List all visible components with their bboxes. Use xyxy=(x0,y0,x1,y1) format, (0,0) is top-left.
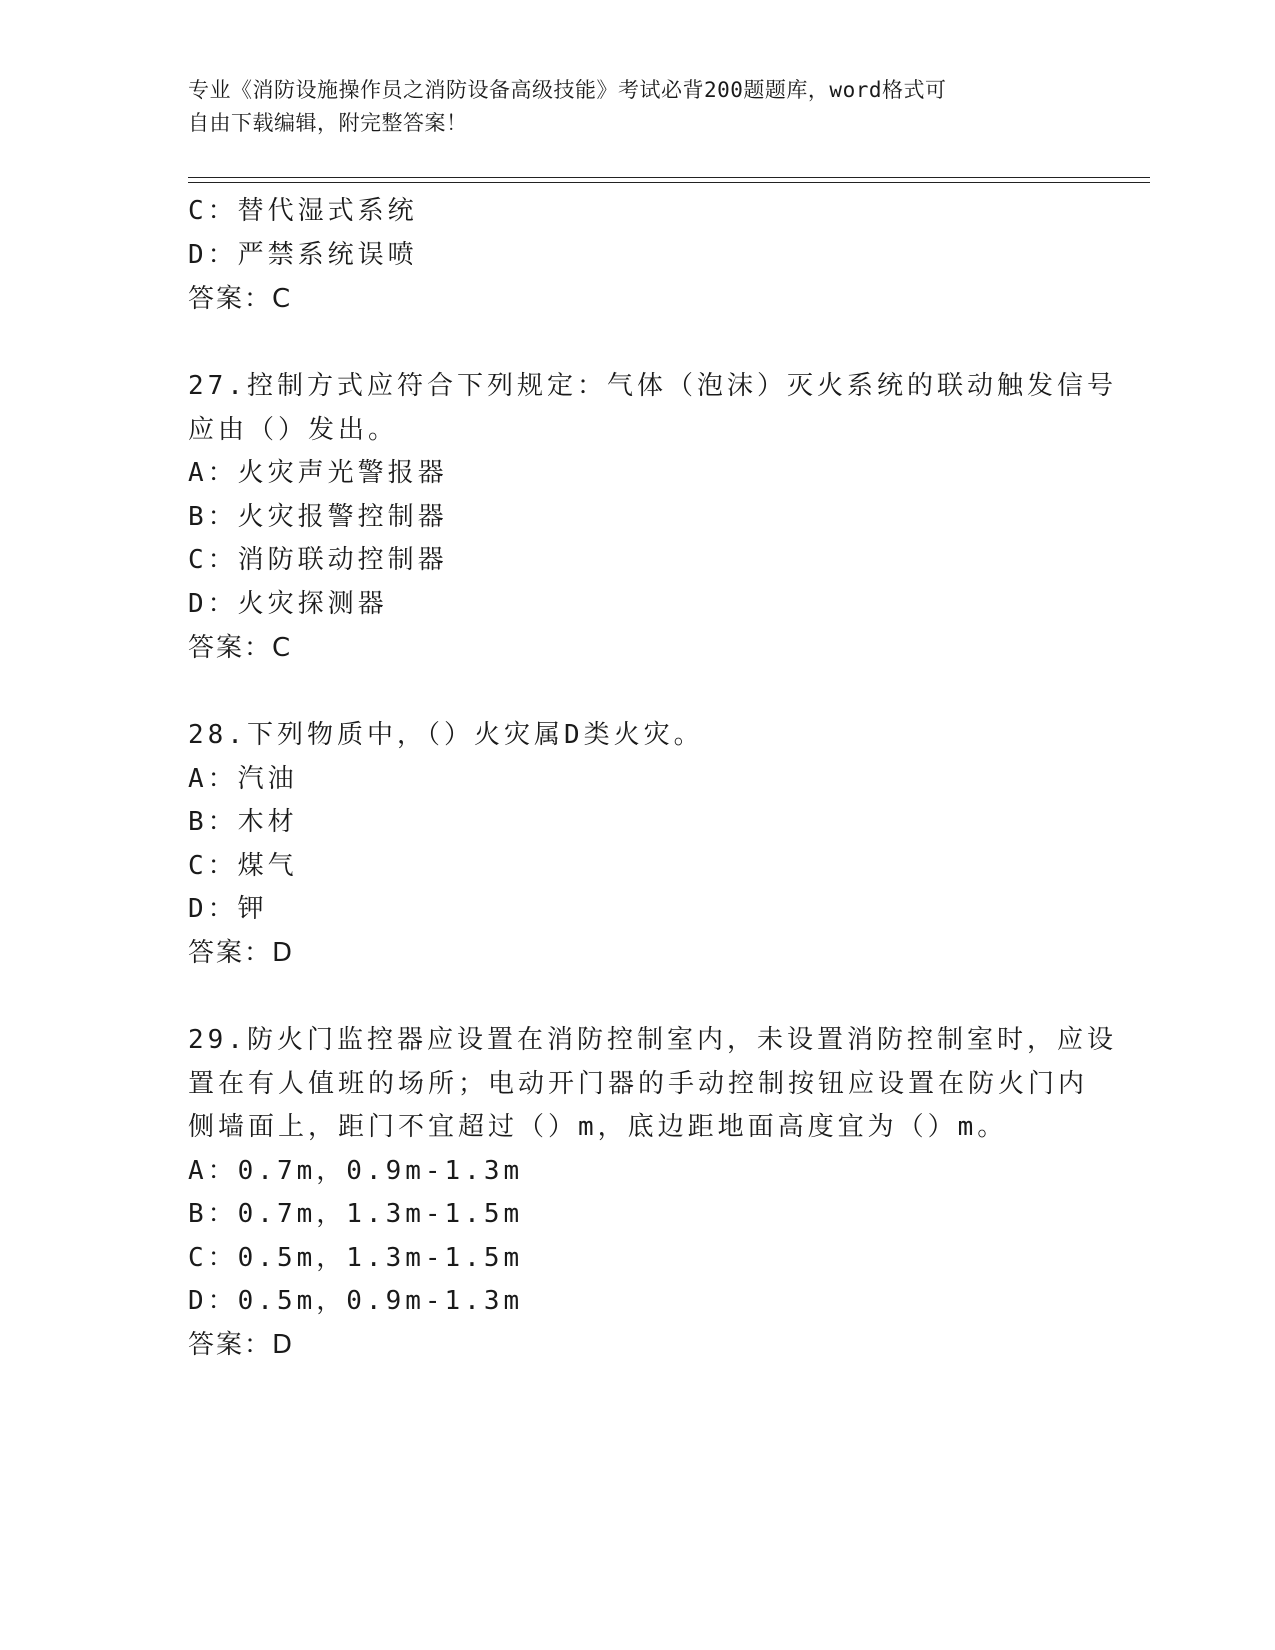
q27-answer xyxy=(188,627,292,664)
q29-option-c: C：0.5m，1.3m-1.5m xyxy=(188,1243,524,1273)
q29-stem-line-1: 29.防火门监控器应设置在消防控制室内，未设置消防控制室时，应设 xyxy=(188,1025,1117,1055)
answer-label: 答案： xyxy=(188,633,273,663)
prev-option-c: C：替代湿式系统 xyxy=(188,196,418,226)
header-line-2: 自由下载编辑，附完整答案！ xyxy=(188,111,468,135)
answer-label: 答案： xyxy=(188,938,273,968)
q28-option-d: D：钾 xyxy=(188,894,268,924)
answer-value: D xyxy=(272,938,295,968)
answer-value: C xyxy=(272,633,293,663)
q28-option-c: C：煤气 xyxy=(188,851,298,881)
header-line-1: 专业《消防设施操作员之消防设备高级技能》考试必背200题题库，word格式可 xyxy=(188,78,947,102)
q27-stem-line-1: 27.控制方式应符合下列规定：气体（泡沫）灭火系统的联动触发信号 xyxy=(188,371,1117,401)
q29-answer xyxy=(188,1324,294,1361)
prev-answer xyxy=(188,278,292,315)
q28-stem-line-1: 28.下列物质中，（）火灾属D类火灾。 xyxy=(188,720,704,750)
q28-option-a: A：汽油 xyxy=(188,764,298,794)
q27-stem-line-2: 应由（）发出。 xyxy=(188,415,399,445)
q28-option-b: B：木材 xyxy=(188,807,298,837)
q29-option-b: B：0.7m，1.3m-1.5m xyxy=(188,1199,524,1229)
q28-answer xyxy=(188,932,294,969)
q29-option-d: D：0.5m，0.9m-1.3m xyxy=(188,1286,524,1316)
q27-option-d: D：火灾探测器 xyxy=(188,589,388,619)
q27-option-b: B：火灾报警控制器 xyxy=(188,502,448,532)
answer-value: C xyxy=(272,284,293,314)
answer-label: 答案： xyxy=(188,1330,273,1360)
document-header xyxy=(188,74,1088,140)
q27-option-a: A：火灾声光警报器 xyxy=(188,458,448,488)
q29-option-a: A：0.7m，0.9m-1.3m xyxy=(188,1156,524,1186)
prev-option-d: D：严禁系统误喷 xyxy=(188,240,418,270)
q29-stem-line-3: 侧墙面上，距门不宜超过（）m，底边距地面高度宜为（）m。 xyxy=(188,1112,1008,1142)
header-divider-top xyxy=(188,177,1150,178)
header-divider-bottom xyxy=(188,182,1150,183)
q29-stem-line-2: 置在有人值班的场所；电动开门器的手动控制按钮应设置在防火门内 xyxy=(188,1069,1089,1099)
answer-value: D xyxy=(272,1330,295,1360)
answer-label: 答案： xyxy=(188,284,273,314)
q27-option-c: C：消防联动控制器 xyxy=(188,545,448,575)
